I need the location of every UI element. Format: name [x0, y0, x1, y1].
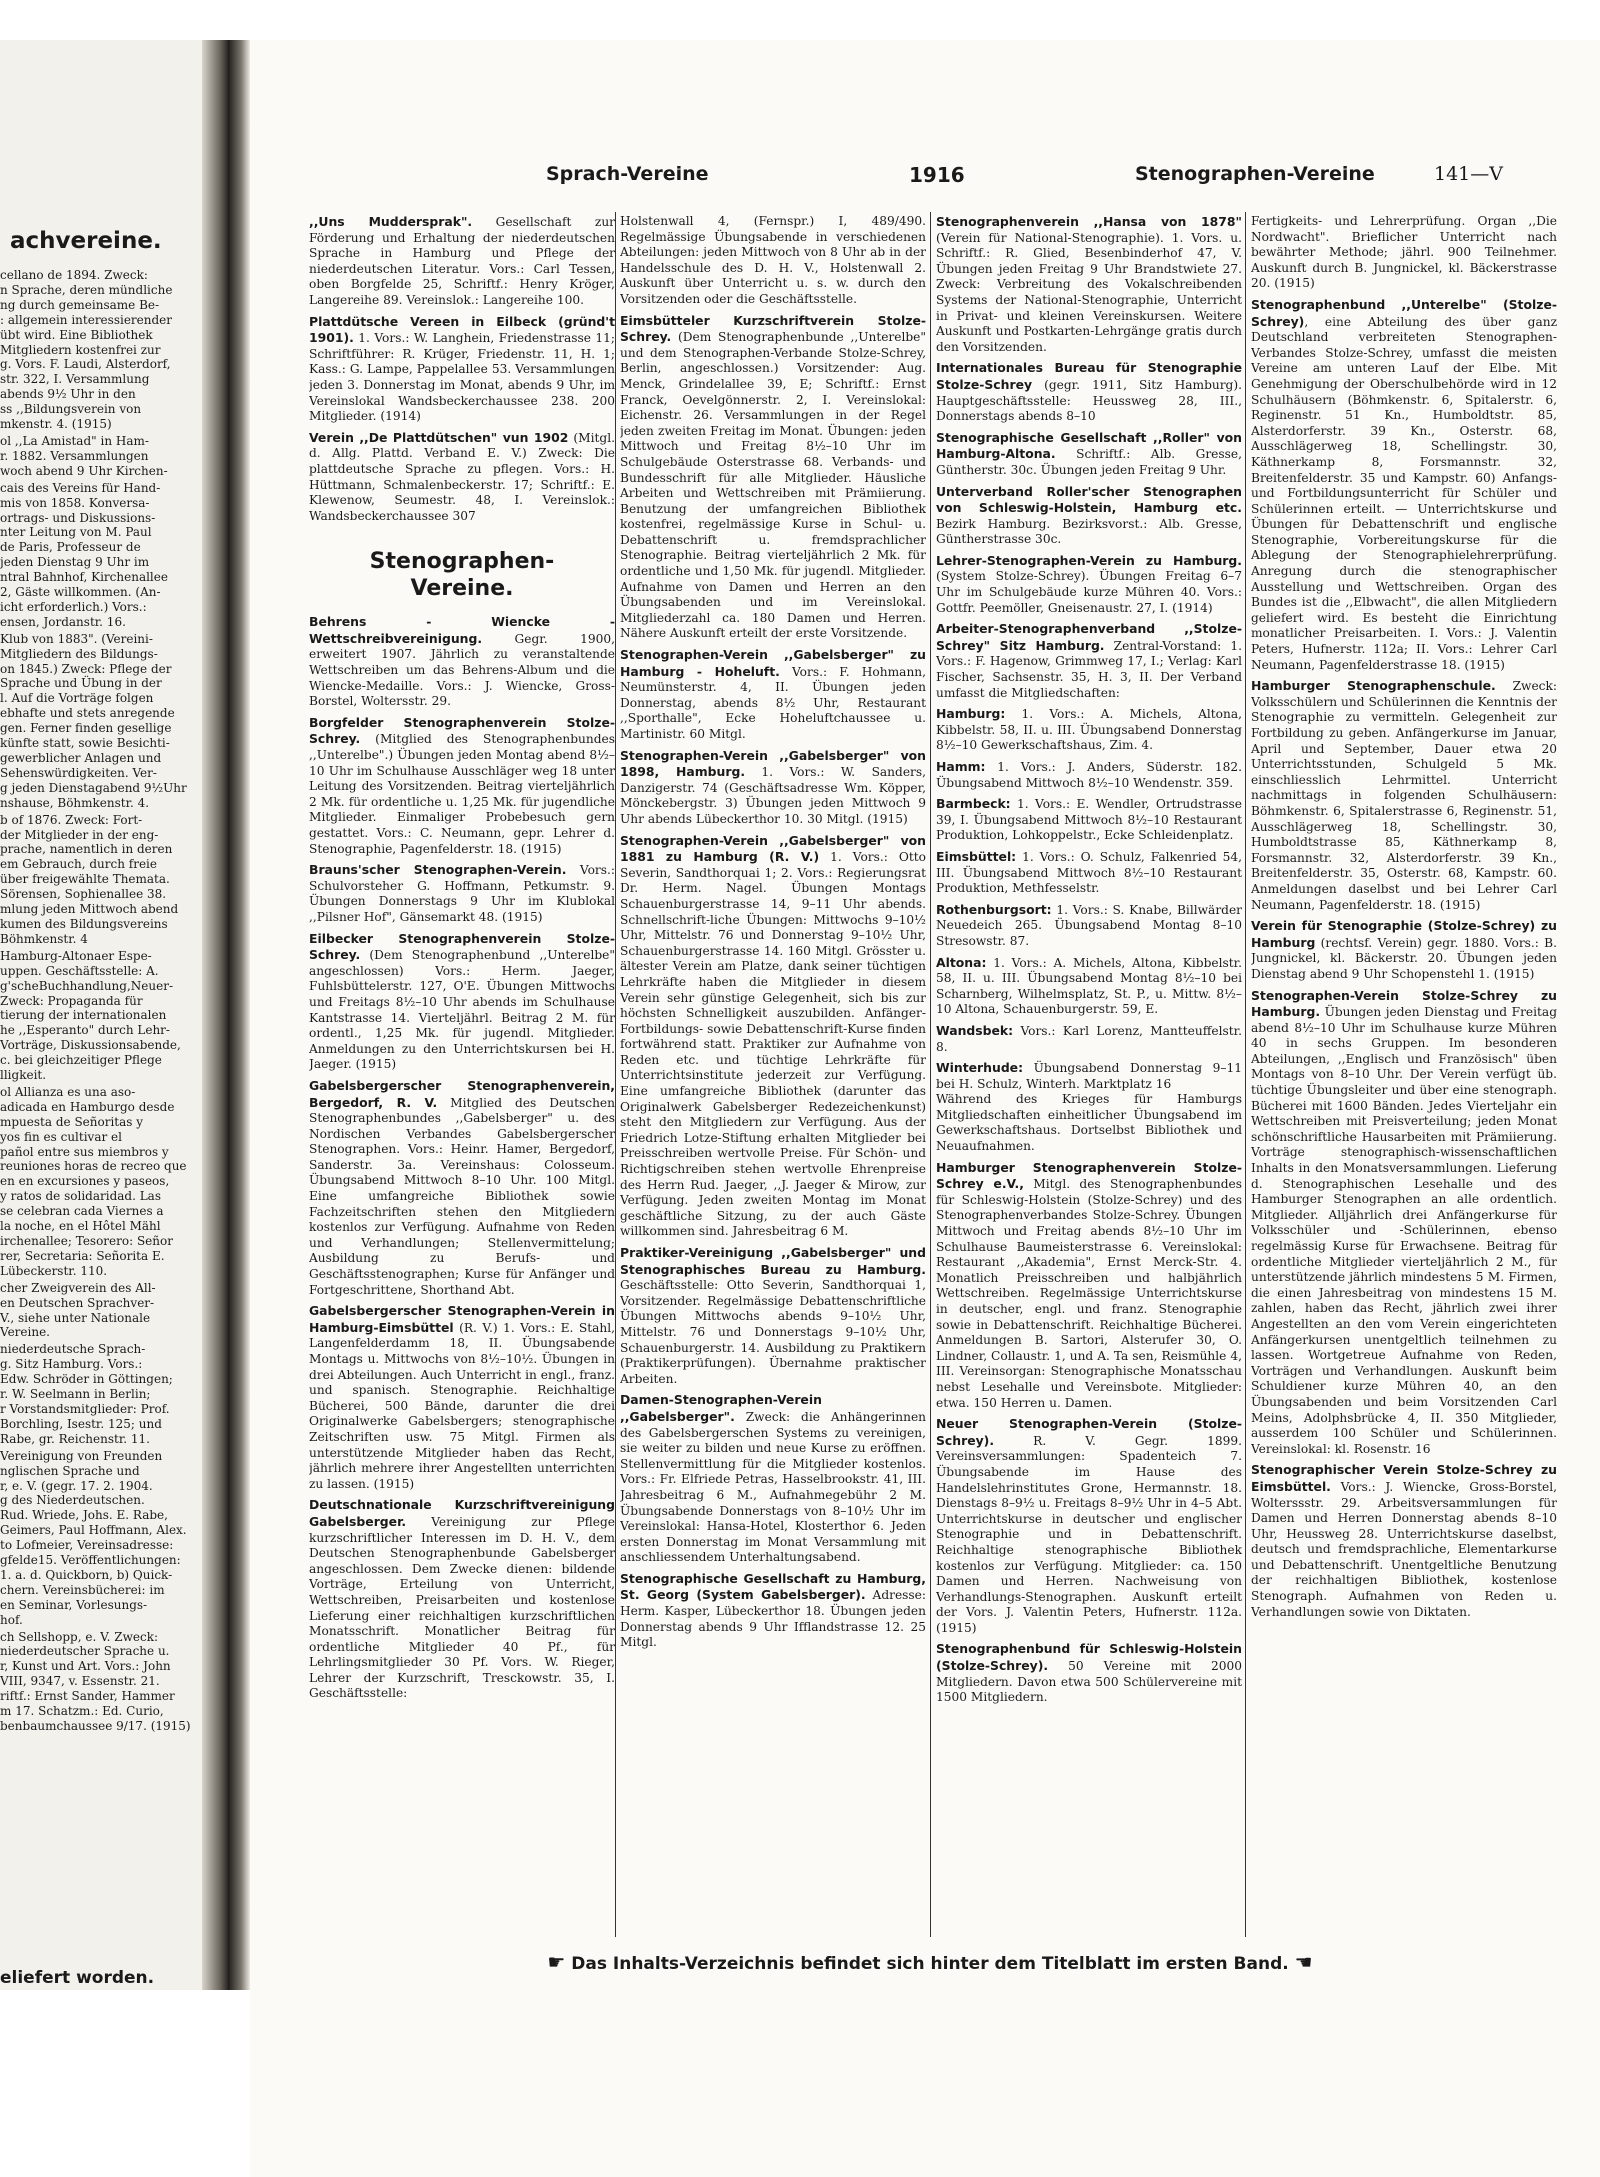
entry-heading: Verein ,,De Plattdütschen" vun 1902 — [309, 429, 569, 445]
entry-body: Vors.: F. Hohmann, Neumünsterstr. 4, II. Übungen jeden Donnerstag, abends 8½ Uhr, Restaurant ,,Sporthalle", Ecke Hoheluftchaussee u. Martinistr. 60 Mitgl. — [620, 664, 926, 741]
entry-heading: Stenographen-Verein Stolze-Schrey zu Hamburg. — [1251, 987, 1557, 1020]
directory-entry — [1251, 678, 1557, 913]
left-page-entry: b of 1876. Zweck: Fort- der Mitglieder in der eng- prache, namentlich in deren em Gebrauch, durch freie über freigewählte Themata. Sörensen, Sophienallee 38. mlung jeden Mittwoch abend kumen des Bildungsvereins Böhmkenstr. 4 — [0, 812, 179, 946]
entry-heading: Arbeiter-Stenographenverband ,,Stolze-Schrey" Sitz Hamburg. — [936, 621, 1242, 653]
directory-entry — [936, 796, 1242, 844]
entry-body: (Mitgl. d. Allg. Plattd. Verband E. V.) Zweck: Die plattdeutsche Sprache zu pflegen. Vors.: H. Hüttmann, Schmalenbeckerstr. 17; Schriftf.: E. Klewenow, Seumestr. 48, I. Vereinslok.: Wandsbeckerchaussee 307 — [309, 430, 615, 523]
entry-heading: Hamburger Stenographenverein Stolze-Schrey e.V., — [936, 1159, 1242, 1192]
entry-heading: Internationales Bureau für Stenographie Stolze-Schrey — [936, 360, 1242, 392]
footer-text: Das Inhalts-Verzeichnis befindet sich hinter dem Titelblatt im ersten Band. — [571, 1954, 1289, 1974]
entry-body: Vors.: Karl Lorenz, Mantteuffelstr. 8. — [936, 1023, 1242, 1054]
directory-entry — [936, 214, 1242, 355]
entry-heading: Deutschnationale Kurzschriftvereinigung Gabelsberger. — [309, 1497, 615, 1529]
directory-entry — [936, 553, 1242, 616]
directory-entry — [936, 1160, 1242, 1412]
directory-entry — [309, 862, 615, 925]
entry-heading: Hamburg: — [936, 706, 1006, 722]
entry-body: Gesellschaft zur Förderung und Erhaltung der niederdeutschen Sprache in Hamburg und Pflege der niederdeutschen Literatur. Vors.: Carl Tessen, oben Borgfelde 25, Schriftf.: Henry Kröger, Langereihe 89. Vereinslok.: Langereihe 100. — [309, 215, 615, 307]
directory-entry — [1251, 214, 1557, 292]
entry-body: Zweck: Volksschülern und Schülerinnen die Kenntnis der Stenographie zu vermitteln. Gelegenheit zur Fortbildung zu geben. Anfängerkurse im Januar, April und September, Dauer etwa 20 Unterrichtsstunden, Schulgeld 5 Mk. einschliesslich Lehrmittel. Unterricht nachmittags in folgenden Schulhäusern: Böhmkenstr. 6, Spitalerstrasse 6, Reginenstr. 51, Ausschlägerweg 18, Schellingstr. 30, Humboldtstrasse 85, Käthnerkamp 8, Forsmannstr. 32, Alsterdorferstr. 39 Kn., Breitenfelderstr. 35, Osterstr. 68, Kampstr. 60. Anmeldungen daselbst und bei Lehrer Carl Neumann, Pagenfelderstr. 18. (1915) — [1251, 679, 1557, 912]
entry-body: Fertigkeits- und Lehrerprüfung. Organ ,,Die Nordwacht". Brieflicher Unterricht nach bewährter Methode; jährl. 900 Teilnehmer. Auskunft durch B. Jungnickel, kl. Bäckerstrasse 20. (1915) — [1251, 214, 1557, 291]
entry-heading: Eilbecker Stenographenverein Stolze-Schrey. — [309, 930, 615, 963]
left-page-footer: eliefert worden. — [0, 1968, 155, 1988]
directory-entry — [1251, 988, 1557, 1458]
entry-heading: Altona: — [936, 954, 987, 970]
directory-entry — [936, 955, 1242, 1018]
directory-entry — [620, 748, 926, 828]
entry-body: (Verein für National-Stenographie). 1. Vors. u. Schriftf.: R. Glied, Besenbinderhof 47, V. Übungen jeden Freitag 9 Uhr Brandstwiete 27. Zweck: Verbreitung des Vokalschreibenden Systems der National-Stenographie, Unterricht in Privat- und kleinen Vereinskursen. Weitere Auskunft und Postkarten-Lehrgänge gratis durch den Vorsitzenden. — [936, 230, 1242, 354]
entry-heading: ,,Uns Muddersprak". — [309, 214, 473, 229]
left-page-gutter-shadow — [202, 40, 228, 1990]
entry-heading: Neuer Stenographen-Verein (Stolze-Schrey). — [936, 1416, 1242, 1448]
header-left-title: Sprach-Vereine — [546, 163, 709, 185]
column-3 — [936, 214, 1242, 1934]
entry-body: Geschäftsstelle: Otto Severin, Sandthorquai 1, Vorsitzender. Regelmässige Debattenschriftliche Übungen Mittwochs abends 9–10½ Uhr, Mittelstr. 76 und Donnerstags 9–10½ Uhr, Schauenburgerstr. 14. Ausbildung zu Praktikern (Praktikerprüfungen). Übernahme praktischer Arbeiten. — [620, 1278, 926, 1386]
directory-entry — [1251, 918, 1557, 982]
left-page-entry: niederdeutsche Sprach- g. Sitz Hamburg. Vors.: Edw. Schröder in Göttingen; r. W. Seelmann in Berlin; r Vorstandsmitglieder: Prof. Borchling, Isestr. 125; und Rabe, gr. Reichenstr. 11. — [0, 1342, 173, 1446]
directory-entry — [936, 360, 1242, 424]
entry-body: Vors.: J. Wiencke, Gross-Borstel, Wolterssstr. 29. Arbeitsversammlungen für Damen und Herren Donnerstag abends 8–10 Uhr, Heussweg 28. Unterrichtskurse daselbst, deutsch und fremdsprachliche, Elementarkurse und Debattenschrift. Unentgeltliche Benutzung der reichhaltigen Bibliothek, kostenlose Stenograph. Aufnahmen von Reden u. Verhandlungen sowie von Diktaten. — [1251, 1479, 1557, 1619]
entry-body: Übungen jeden Dienstag und Freitag abend 8½–10 Uhr im Schulhause kurze Mühren 40 in sechs Gruppen. Im besonderen Abteilungen, ,,Englisch und Französisch" üben Montags von 8–10 Uhr. Der Verein verfügt üb. tüchtige Übungsleiter und über eine stenograph. Bücherei mit 1600 Bänden. Jedes Vierteljahr ein Wettschreiben mit Preisverteilung; jeden Monat schönschriftliche Hausarbeiten mit Prämiierung. Vorträge stenographisch-wissenschaftlichen Inhalts in den Monatsversammlungen. Lieferung d. Stenographischen Lesehalle und des Hamburger Stenographen an alle ordentlich. Mitglieder. Alljährlich drei Anfängerkurse für Volksschüler und -Schülerinnen, ebenso regelmässig Kurse für Erwachsene. Beitrag für ordentliche Mitglieder vierteljährlich 2 M., für unterstützende jährlich mindestens 5 M. Firmen, die einen Jahresbeitrag von mindestens 15 M. zahlen, haben das Recht, jährlich zwei ihrer Angestellten an den vom Verein eingerichteten Anfängerkursen unentgeltlich teilnehmen zu lassen. Wortgetreue Aufnahme von Reden, Vorträgen und Verhandlungen. Auskunft beim Schuldiener kurze Mühren 40, an den Übungsabenden und beim Vorsitzenden Carl Meins, Adolphsbrücke 4, II. 350 Mitglieder, ausserdem 100 Schüler und Schülerinnen. Vereinslokal: kl. Rosenstr. 16 — [1251, 1005, 1557, 1456]
directory-entry — [309, 931, 615, 1073]
entry-heading: Stenographenverein ,,Hansa von 1878" — [936, 214, 1242, 229]
directory-entry — [309, 430, 615, 525]
entry-heading: Eimsbüttel: — [936, 848, 1017, 864]
column-4 — [1251, 214, 1557, 1934]
section-title-stenographen: Stenographen- Vereine. — [369, 549, 555, 602]
entry-body: 1. Vors.: W. Sanders, Danzigerstr. 74 (Geschäftsadresse Wm. Köpper, Mönckebergstr. 3) Übungen jeden Mittwoch 9 Uhr abends Lübeckerthor 10. 30 Mitgl. (1915) — [620, 765, 926, 826]
entry-body: Zweck: die Anhängerinnen des Gabelsbergerschen Systems zu vereinigen, sie weiter zu bilden und neue Kurse zu eröffnen. Stellenvermittlung für die Mitglieder kostenlos. Vors.: Fr. Elfriede Petras, Hasselbrookstr. 41, III. Jahresbeitrag 6 M., Aufnahmegebühr 2 M. Übungsabende Donnerstags von 8–10½ Uhr im Vereinslokal: Hansa-Hotel, Klosterthor 6. Jeden ersten Donnerstag im Monat Versammlung mit anschliessendem Unterhaltungsabend. — [620, 1409, 926, 1565]
entry-heading: Stenographen-Verein ,,Gabelsberger" von 1881 zu Hamburg (R. V.) — [620, 832, 926, 865]
entry-body: 1. Vors.: S. Knabe, Billwärder Neuedeich 265. Übungsabend Montag 8–10 Stresowstr. 87. — [936, 902, 1242, 948]
pointing-hand-icon: ☛ — [547, 1950, 566, 1974]
entry-heading: Wandsbek: — [936, 1022, 1014, 1038]
directory-entry — [620, 214, 926, 308]
left-page-entry: cais des Vereins für Hand- mis von 1858. Konversa- ortrags- und Diskussions- nter Leitung von M. Paul de Paris, Professeur de jeden Dienstag 9 Uhr im ntral Bahnhof, Kirchenallee 2, Gäste willkommen. (An- icht erforderlich.) Vors.: ensen, Jordanstr. 16. — [0, 480, 168, 629]
entry-body: (R. V.) 1. Vors.: E. Stahl, Langenfelderdamm 18, II. Übungsabende Montags u. Mittwochs von 8½–10½. Übungen in drei Abteilungen. Auch Unterricht in engl., franz. und spanisch. Stenographie. Reichhaltige Bücherei, 500 Bände, darunter die drei Originalwerke Gabelsbergers; stenographische Zeitschriften usw. 75 Mitgl. Firmen als unterstützende Mitglieder haben das Recht, jährlich mehrere ihrer Angestellten unterrichten zu lassen. (1915) — [309, 1320, 615, 1491]
left-page-entry: ol Allianza es una aso- adicada en Hamburgo desde mpuesta de Señoritas y yos fin es cultivar el pañol entre sus miembros y reuniones horas de recreo que en en excursiones y paseos, y ratos de solidaridad. Las se celebran cada Viernes a la noche, en el Hôtel Mähl irchenallee; Tesorero: Señor rer, Secretaria: Señorita E. Lübeckerstr. 110. — [0, 1084, 187, 1278]
left-page-entry: ol ,,La Amistad" in Ham- r. 1882. Versammlungen woch abend 9 Uhr Kirchen- — [0, 433, 168, 478]
column-1 — [309, 214, 615, 1934]
entry-heading: Verein für Stenographie (Stolze-Schrey) zu Hamburg — [1251, 918, 1557, 950]
directory-entry — [1251, 1462, 1557, 1620]
directory-entry — [1251, 297, 1557, 673]
entry-heading: Damen-Stenographen-Verein ,,Gabelsberger". — [620, 1392, 822, 1424]
directory-entry — [936, 430, 1242, 479]
entry-heading: Brauns'scher Stenographen-Verein. — [309, 862, 567, 878]
directory-entry — [936, 1060, 1242, 1155]
header-year: 1916 — [909, 163, 965, 187]
entry-body: (Dem Stenographenbund ,,Unterelbe" angeschlossen) Vors.: Herm. Jaeger, Fuhlsbüttelerstr. 127, O'E. Übungen Mittwochs und Freitags 8½–10 Uhr abends im Schulhause Kantstrasse 14. Vierteljährl. Beitrag 2 M. für ordentl., 1,25 Mk. für jugendl. Mitglieder. Anmeldungen zu den Unterrichtskursen bei H. Jaeger. (1915) — [309, 948, 615, 1072]
directory-entry — [620, 833, 926, 1240]
entry-body: (System Stolze-Schrey). Übungen Freitag 6–7 Uhr im Schulgebäude kurze Mühren 40. Vors.: Gottfr. Peemöller, Gneisenaustr. 27, I. (1914) — [936, 569, 1242, 615]
pointing-hand-icon: ☚ — [1294, 1950, 1313, 1974]
entry-heading: Unterverband Roller'scher Stenographen von Schleswig-Holstein, Hamburg etc. — [936, 483, 1242, 516]
entry-body: Vors.: Schulvorsteher G. Hoffmann, Petkumstr. 9. Übungen Donnerstags 9 Uhr im Klublokal ,,Pilsner Hof", Gänsemarkt 48. (1915) — [309, 863, 615, 924]
left-page-entry: Klub von 1883". (Vereini- Mitgliedern des Bildungs- on 1845.) Zweck: Pflege der Sprache und Übung in der l. Auf die Vorträge folgen ebhafte und stets anregende gen. Ferner finden gesellige künfte statt, sowie Besichti- gewerblicher Anlagen und Sehenswürdigkeiten. Ver- g jeden Dienstagabend 9½Uhr nshause, Böhmkenstr. 4. — [0, 631, 187, 810]
column-2 — [620, 214, 926, 1934]
left-page-entry: Hamburg-Altonaer Espe- uppen. Geschäftsstelle: A. g'scheBuchhandlung,Neuer- Zweck: Propaganda für tierung der internationalen he ,,Esperanto" durch Lehr- Vorträge, Diskussionsabende, c. bei gleichzeitiger Pflege lligkeit. — [0, 948, 181, 1083]
entry-body: Gegr. 1900, erweitert 1907. Jährlich zu veranstaltende Wettschreiben um das Behrens-Album und die Wiencke-Medaille. Vors.: J. Wiencke, Gross-Borstel, Woltersstr. 29. — [309, 631, 615, 709]
directory-entry — [309, 1078, 615, 1298]
directory-entry — [620, 1245, 926, 1387]
entry-heading: Stenographenbund ,,Unterelbe" (Stolze-Schrey) — [1251, 296, 1557, 329]
entry-heading: Stenographenbund für Schleswig-Holstein (Stolze-Schrey). — [936, 1641, 1242, 1674]
left-page-fragment — [0, 40, 228, 1990]
left-page-entry: cher Zweigverein des All- en Deutschen Sprachver- V., siehe unter Nationale Vereine. — [0, 1280, 156, 1340]
directory-entry — [309, 314, 615, 425]
column-rule — [930, 212, 931, 1937]
left-page-entry: cellano de 1894. Zweck: n Sprache, deren mündliche ng durch gemeinsame Be- : allgemein interessierender übt wird. Eine Bibliothek Mitgliedern kostenfrei zur g. Vors. F. Laudi, Alsterdorf, str. 322, I. Versammlung abends 9½ Uhr in den ss ,,Bildungsverein von mkenstr. 4. (1915) — [0, 268, 173, 432]
entry-body: 1. Vors.: Otto Severin, Sandthorquai 1; 2. Vors.: Regierungsrat Dr. Herm. Nagel. Übungen Montags Schauenburgerstrasse 14, 9–11 Uhr abends. Schnellschrift-liche Übungen: Mittwochs 9–10½ Uhr, Mittelstr. 76 und Donnerstag 9–10½ Uhr, Schauenburgerstrasse 14. 160 Mitgl. Grösster u. ältester Verein am Platze, dank seiner tüchtigen Lehrkräfte haben die Mitglieder in diesem Verein sehr günstige Gelegenheit, sich bis zur höchsten Schnelligkeit auszubilden. Anfänger-Fortbildungs- sowie Debattenschrift-Kurse finden fortwährend statt. Praktiker zur Aufnahme von Reden etc. und tüchtige Lehrkräfte für Unterrichtsinstitute jederzeit zur Verfügung. Eine umfangreiche Bibliothek (darunter das Originalwerk Gabelsberger Redezeichenkunst) steht den Mitgliedern zur Verfügung. Aus der Friedrich Lotze-Stiftung erhalten Mitglieder bei Preisschreiben wertvolle Preise. Für Schön- und Richtigschreiben stehen wertvolle Ehrenpreise des Herrn Rud. Jaeger, ,,J. Jaeger & Mirow, zur Verfügung. Jeden zweiten Montag im Monat geschäftliche Sitzung, zu der auch Gäste willkommen sind. Jahresbeitrag 6 M. — [620, 850, 926, 1239]
entry-heading: Plattdütsche Vereen in Eilbeck (gründ't 1901). — [309, 313, 615, 346]
entry-body: 1. Vors.: A. Michels, Altona, Kibbelstr. 58, II. u. III. Übungsabend Montag 8½–10 bei Scharnberg, Wilhelmsplatz, St. P., u. Mittw. 8½–10 Altona, Schauenburgerstr. 59, E. — [936, 955, 1242, 1017]
directory-entry — [620, 647, 926, 743]
directory-entry — [936, 902, 1242, 950]
entry-heading: Praktiker-Vereinigung ,,Gabelsberger" und Stenographisches Bureau zu Hamburg. — [620, 1245, 926, 1277]
entry-body: Übungsabend Donnerstag 9–11 bei H. Schulz, Winterh. Marktplatz 16 Während des Krieges für Hamburgs Mitgliedschaften einheitlicher Übungsabend im Gewerkschaftshaus. Dortselbst Bibliothek und Neuaufnahmen. — [936, 1061, 1242, 1154]
directory-entry — [936, 621, 1242, 701]
entry-body: 1. Vors.: O. Schulz, Falkenried 54, III. Übungsabend Mittwoch 8½–10 Restaurant Produktion, Methfesselstr. — [936, 849, 1242, 896]
directory-entry — [936, 1416, 1242, 1636]
entry-body: Bezirk Hamburg. Bezirksvorst.: Alb. Gresse, Güntherstrasse 30c. — [936, 516, 1242, 547]
directory-entry — [936, 484, 1242, 548]
entry-heading: Stenographen-Verein ,,Gabelsberger" von 1898, Hamburg. — [620, 747, 926, 780]
entry-body: Holstenwall 4, (Fernspr.) I, 489/490. Regelmässige Übungsabende in verschiedenen Abteilungen: jeden Mittwoch von 8 Uhr ab in der Handelsschule des D. H. V., Holstenwall 2. Auskunft über Unterricht u. s. w. durch den Vorsitzenden oder die Geschäftsstelle. — [620, 214, 926, 306]
entry-heading: Hamburger Stenographenschule. — [1251, 678, 1496, 694]
left-page-entry: Vereinigung von Freunden nglischen Sprache und r, e. V. (gegr. 17. 2. 1904. g des Niederdeutschen. Rud. Wriede, Johs. E. Rabe, Geimers, Paul Hoffmann, Alex. to Lofmeier, Vereinsadresse: gfelde15. Veröffentlichungen: 1. a. d. Quickborn, b) Quick- chern. Vereinsbücherei: im en Seminar, Vorlesungs- hof. — [0, 1448, 187, 1627]
directory-entry — [309, 1497, 615, 1702]
directory-entry — [309, 214, 615, 309]
left-section-title: achvereine. — [10, 228, 162, 254]
directory-entry — [936, 759, 1242, 791]
entry-body: (Dem Stenographenbunde ,,Unterelbe" und dem Stenographen-Verbande Stolze-Schrey, Berlin, angeschlossen.) Vorsitzender: Aug. Menck, Grindelallee 39, E; Schriftf.: Ernst Franck, Oevelgönnerstr. 2, I. Vereinslokal: Eichenstr. 26. Versammlungen in der Regel jeden zweiten Freitag im Monat. Übungen: jeden Mittwoch und Freitag 8½–10 Uhr im Schulgebäude Osterstrasse 68. Verbands- und Bundesschrift für alle Mitglieder. Häusliche Arbeiten und Wettschreiben mit Prämiierung. Benutzung der umfangreichen Bibliothek kostenfrei, regelmässige Kurse in Schul- u. Debattenschrift u. fremdsprachlicher Stenographie. Beitrag vierteljährlich 2 Mk. für ordentliche und 1,50 Mk. für jugendl. Mitglieder. Aufnahme von Damen und Herren an den Übungsabenden und im Vereinslokal. Mitgliederzahl ca. 180 Damen und Herren. Nähere Auskunft erteilt der erste Vorsitzende. — [620, 330, 926, 641]
entry-body: (rechtsf. Verein) gegr. 1880. Vors.: B. Jungnickel, kl. Bäckerstr. 20. Übungen jeden Dienstag abend 9 Uhr Schopenstehl 1. (1915) — [1251, 935, 1557, 981]
entry-heading: Stenographischer Verein Stolze-Schrey zu Eimsbüttel. — [1251, 1462, 1557, 1494]
entry-body: , eine Abteilung des über ganz Deutschland verbreiteten Stenographen-Verbandes Stolze-Schrey, umfasst die meisten Vereine am unteren Lauf der Elbe. Mit Genehmigung der Oberschulbehörde wird in 12 Schulhäusern (Böhmkenstr. 6, Spitalerstr. 6, Reginenstr. 51 Kn., Humboldtstr. 85, Alsterdorferstr. 39 Kn., Osterstr. 68, Ausschlägerweg 18, Schellingstr. 30, Käthnerkamp 8, Forsmannstr. 32, Breitenfelderstr. 35 und Kampstr. 60) Anfangs- und Fortbildungsunterricht für Schüler und Schülerinnen erteilt. — Unterrichtskurse und Übungen für Debattenschrift und englische Stenographie, Vorbereitungskurse für die Ablegung der Stenographielehrerprüfung. Anregung durch die stenographischer Ausstellung und Wettschreiben. Organ des Bundes ist die ,,Elbwacht", die allen Mitgliedern geliefert wird. Es besteht die Einrichtung monatlicher Preisarbeiten. I. Vors.: J. Valentin Peters, Hufnerstr. 112a; II. Vors.: Lehrer Carl Neumann, Pagenfelderstrasse 18. (1915) — [1251, 314, 1557, 672]
entry-body: (Mitglied des Stenographenbundes ,,Unterelbe".) Übungen jeden Montag abend 8½–10 Uhr im Schulhause Ausschläger weg 18 unter Leitung des Vorsitzenden. Beitrag vierteljährlich 2 Mk. für ordentliche u. 1,25 Mk. für jugendliche Mitglieder. Einmaliger Probebesuch gern gestattet. Vors.: C. Neumann, gepr. Lehrer d. Stenographie, Pagenfelderstr. 18. (1915) — [309, 732, 615, 856]
left-page-column — [0, 268, 204, 1736]
entry-heading: Borgfelder Stenographenverein Stolze-Schrey. — [309, 714, 615, 747]
directory-entry — [309, 715, 615, 857]
directory-entry — [936, 706, 1242, 754]
header-right-title: Stenographen-Vereine — [1135, 163, 1375, 185]
entry-heading: Gabelsbergerscher Stenographenverein, Bergedorf, R. V. — [309, 1077, 615, 1110]
column-rule — [615, 212, 616, 1937]
entry-body: 1. Vors.: A. Michels, Altona, Kibbelstr. 58, II. u. III. Übungsabend Donnerstag 8½–10 Gewerkschaftshaus, Zim. 4. — [936, 707, 1242, 753]
footer-note — [460, 1950, 1400, 1974]
entry-heading: Stenographen-Verein ,,Gabelsberger" zu Hamburg - Hoheluft. — [620, 647, 926, 679]
entry-body: Schriftf.: Alb. Gresse, Güntherstr. 30c. Übungen jeden Freitag 9 Uhr. — [936, 447, 1242, 477]
entry-heading: Hamm: — [936, 759, 986, 774]
entry-body: Vereinigung zur Pflege kurzschriftlicher Interessen im D. H. V., dem Deutschen Stenographenbunde Gabelsberger angeschlossen. Dem Zwecke dienen: bildende Vorträge, Erteilung von Unterricht, Wettschreiben, Preisarbeiten und kostenlose Lieferung einer reichhaltigen kurzschriftlichen Monatsschrift. Monatlicher Beitrag für ordentliche Mitglieder 40 Pf., für Lehrlingsmitglieder 30 Pf. Vors. W. Rieger, Lehrer der Kurzschrift, Tresckowstr. 35, I. Geschäftsstelle: — [309, 1514, 615, 1701]
directory-entry — [620, 1571, 926, 1651]
directory-entry — [309, 1303, 615, 1492]
entry-heading: Behrens - Wiencke - Wettschreibvereinigung. — [309, 614, 615, 646]
entry-body: Adresse: Herm. Kasper, Lübeckerthor 18. Übungen jeden Donnerstag abends 9 Uhr Ifflandstrasse 12. 25 Mitgl. — [620, 1588, 926, 1650]
entry-heading: Gabelsbergerscher Stenographen-Verein in Hamburg-Eimsbüttel — [309, 1303, 615, 1335]
directory-entry — [309, 614, 615, 710]
directory-entry — [620, 313, 926, 642]
running-header — [309, 163, 1569, 193]
book-binding-shadow — [228, 40, 250, 1990]
entry-body: Mitgl. des Stenographenbundes für Schleswig-Holstein (Stolze-Schrey) und des Stenographenverbandes Stolze-Schrey. Übungen Mittwoch und Freitag abends 8½–10 Uhr im Schulhause Baumeisterstrasse 6. Vereinslokal: Restaurant ,,Akademia", Ernst Merck-Str. 4. Monatlich Preisschreiben und halbjährlich Wettschreiben. Regelmässige Unterrichtskurse in deutscher, engl. und franz. Stenographie sowie in Debattenschrift. Reichhaltige Bücherei. Anmeldungen B. Sartori, Alsterufer 30, O. Lindner, Collaustr. 1, und A. Ta sen, Reismühle 4, III. Vereinsorgan: Stenographische Monatsschau nebst Lesehalle und Vereinsbote. Mitglieder: etwa. 150 Herren u. Damen. — [936, 1177, 1242, 1410]
entry-body: (gegr. 1911, Sitz Hamburg). Hauptgeschäftsstelle: Heussweg 28, III., Donnerstags abends 8–10 — [936, 377, 1242, 424]
page-number: 141—V — [1434, 163, 1503, 185]
entry-body: 1. Vors.: W. Langhein, Friedenstrasse 11; Schriftführer: R. Krüger, Friedenstr. 11, H. 1; Kass.: G. Lampe, Pappelallee 53. Versammlungen jeden 3. Donnerstag im Monat, abends 9 Uhr, im Vereinslokal Wandsbeckerchaussee 238. 200 Mitglieder. (1914) — [309, 331, 615, 424]
entry-body: 1. Vors.: E. Wendler, Ortrudstrasse 39, I. Übungsabend Mittwoch 8½–10 Restaurant Produktion, Lohkoppelstr., Ecke Schleidenplatz. — [936, 797, 1242, 843]
directory-entry — [936, 1023, 1242, 1055]
entry-body: 50 Vereine mit 2000 Mitgliedern. Davon etwa 500 Schülervereine mit 1500 Mitgliedern. — [936, 1659, 1242, 1705]
entry-heading: Lehrer-Stenographen-Verein zu Hamburg. — [936, 552, 1242, 568]
entry-body: R. V. Gegr. 1899. Vereinsversammlungen: Spadenteich 7. Übungsabende im Hause des Handelslehrinstitutes Grone, Hermannstr. 18. Dienstags 8–9½ u. Freitags 8–9½ Uhr in 4–5 Abt. Unterrichtskurse in deutscher und englischer Stenographie und in Debattenschrift. Reichhaltige stenographische Bibliothek kostenlos zur Verfügung. Mitglieder: ca. 150 Damen und Herren. Nachweisung von Verhandlungs-Stenographen. Auskunft erteilt der Vors. J. Valentin Peters, Hufnerstr. 112a. (1915) — [936, 1433, 1242, 1635]
directory-entry — [936, 1641, 1242, 1705]
entry-heading: Rothenburgsort: — [936, 901, 1052, 917]
directory-entry — [620, 1392, 926, 1566]
entry-heading: Eimsbütteler Kurzschriftverein Stolze-Schrey. — [620, 312, 926, 345]
entry-body: 1. Vors.: J. Anders, Süderstr. 182. Übungsabend Mittwoch 8½–10 Wendenstr. 359. — [936, 760, 1242, 790]
entry-heading: Stenographische Gesellschaft zu Hamburg, St. Georg (System Gabelsberger). — [620, 1570, 926, 1603]
entry-body: Mitglied des Deutschen Stenographenbundes ,,Gabelsberger" u. des Nordischen Verbandes Gabelsbergerscher Stenographen. Vors.: Heinr. Hamer, Bergedorf, Sanderstr. 3a. Vereinshaus: Colosseum. Übungsabend Mittwoch 8–10 Uhr. 100 Mitgl. Eine umfangreiche Bibliothek sowie Fachzeitschriften stehen den Mitgliedern kostenlos zur Verfügung. Aufnahme von Reden und Verhandlungen; Stellenvermittelung; Ausbildung zu Berufs- und Geschäftsstenographen; Kurse für Anfänger und Fortgeschrittene, Shorthand Abt. — [309, 1095, 615, 1297]
entry-heading: Winterhude: — [936, 1060, 1024, 1076]
directory-entry — [936, 849, 1242, 897]
entry-body: Zentral-Vorstand: 1. Vors.: F. Hagenow, Grimmweg 17, I.; Verlag: Karl Fischer, Sachsenstr. 35, H. 3, II. Der Verband umfasst die Mitgliedschaften: — [936, 638, 1242, 700]
column-rule — [1245, 212, 1246, 1937]
entry-heading: Barmbeck: — [936, 796, 1011, 812]
entry-heading: Stenographische Gesellschaft ,,Roller" von Hamburg-Altona. — [936, 429, 1242, 462]
left-page-entry: ch Sellshopp, e. V. Zweck: niederdeutscher Sprache u. r, Kunst und Art. Vors.: John VIII, 9347, v. Essenstr. 21. riftf.: Ernst Sander, Hammer m 17. Schatzm.: Ed. Curio, benbaumchaussee 9/17. (1915) — [0, 1629, 191, 1733]
